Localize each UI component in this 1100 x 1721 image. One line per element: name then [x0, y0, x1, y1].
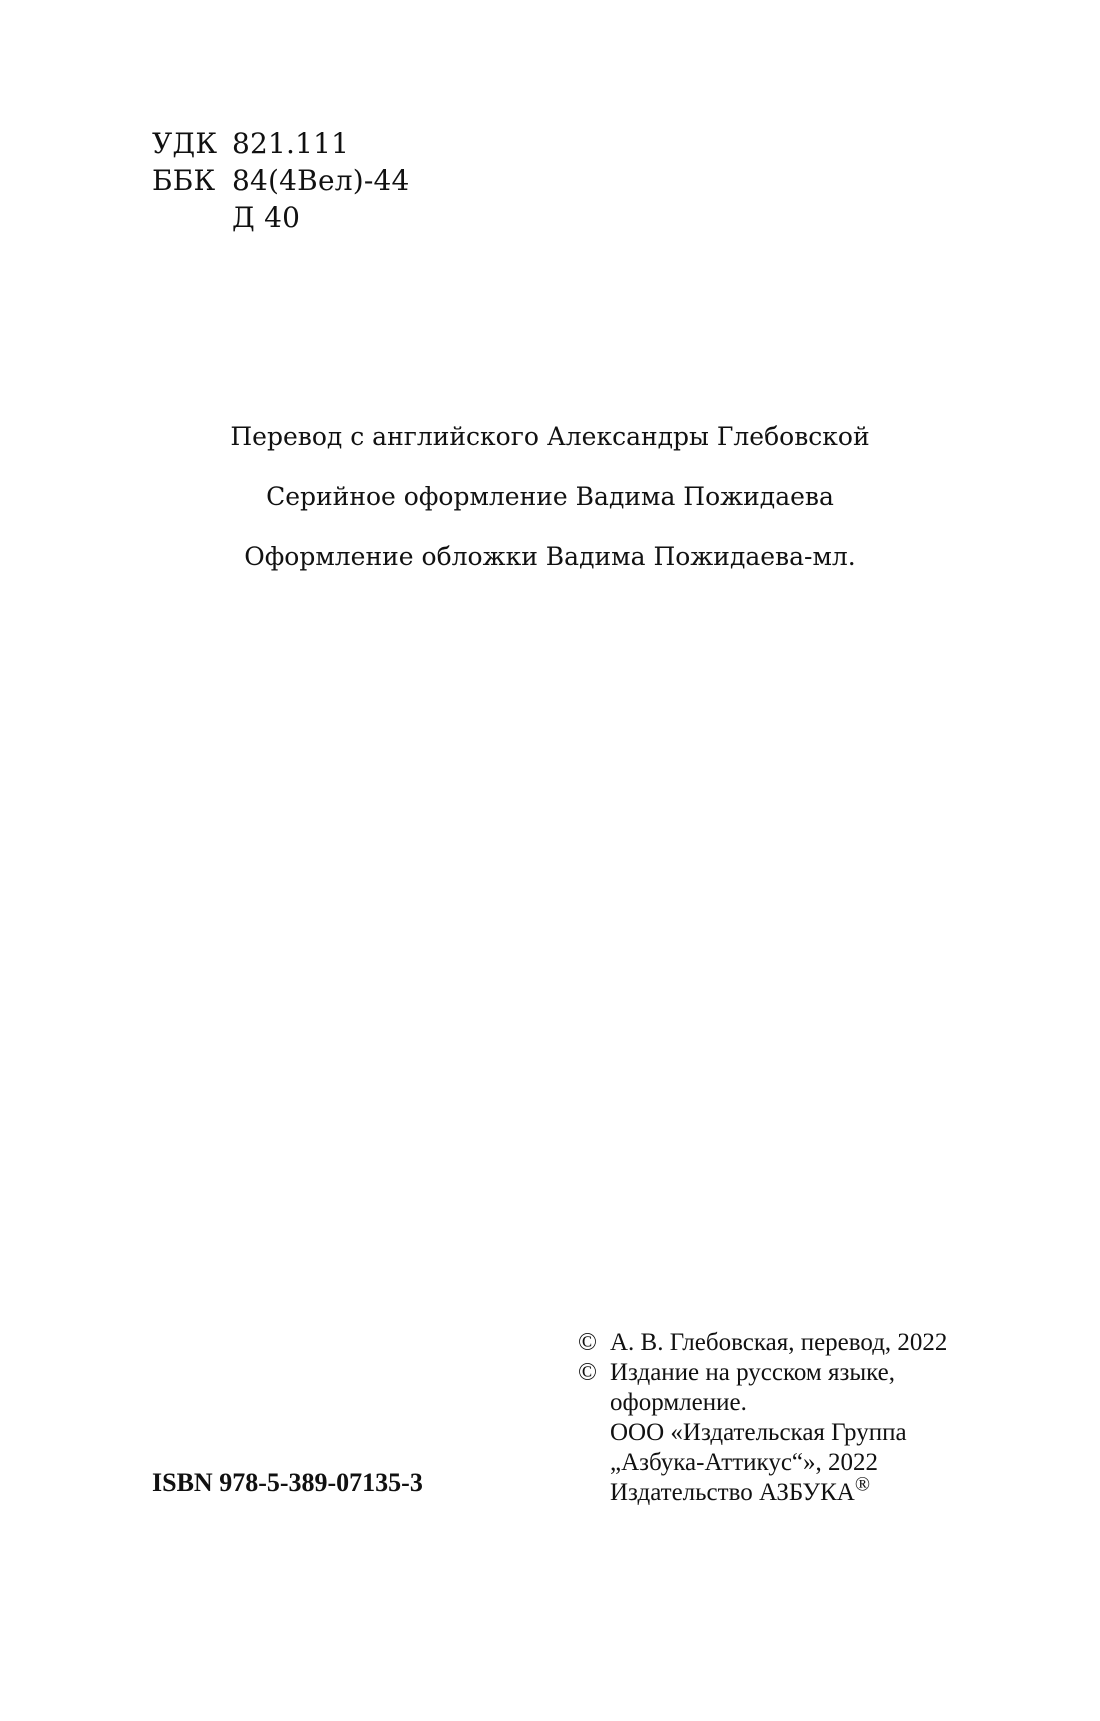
author-mark-row	[152, 199, 410, 236]
bbk-row	[152, 162, 410, 199]
copyright-edition-line: Издание на русском языке,	[610, 1359, 895, 1386]
copyright-translation-text: А. В. Глебовская, перевод, 2022	[610, 1329, 948, 1356]
copyright-publisher-line	[610, 1473, 907, 1508]
copyright-entry-translation	[578, 1328, 947, 1358]
copyright-symbol: ©	[578, 1359, 597, 1386]
cover-design-credit: Оформление обложки Вадима Пожидаева-мл.	[244, 542, 856, 571]
udc-row	[152, 125, 410, 162]
series-design-credit: Серийное оформление Вадима Пожидаева	[266, 482, 834, 511]
copyright-block	[578, 1328, 947, 1508]
credits-block	[0, 420, 1100, 600]
bbk-value: 84(4Вел)-44	[232, 164, 410, 197]
udc-value: 821.111	[232, 127, 350, 160]
copyright-edition-line: ООО «Издательская Группа	[610, 1419, 907, 1446]
copyright-edition-line: „Азбука-Аттикус“», 2022	[610, 1449, 879, 1476]
bbk-label: ББК	[152, 164, 216, 197]
copyright-edition-text	[610, 1358, 907, 1508]
udc-label: УДК	[152, 127, 218, 160]
translator-credit: Перевод с английского Александры Глебовской	[230, 422, 870, 451]
isbn: ISBN 978-5-389-07135-3	[152, 1468, 423, 1497]
publisher-name: Издательство АЗБУКА	[610, 1479, 855, 1506]
copyright-symbol: ©	[578, 1329, 597, 1356]
copyright-edition-line: оформление.	[610, 1389, 747, 1416]
classification-block	[152, 125, 410, 236]
registered-mark: ®	[854, 1473, 871, 1496]
author-mark-label	[152, 199, 232, 236]
author-mark-value: Д 40	[232, 201, 301, 234]
copyright-entry-edition	[578, 1358, 947, 1508]
